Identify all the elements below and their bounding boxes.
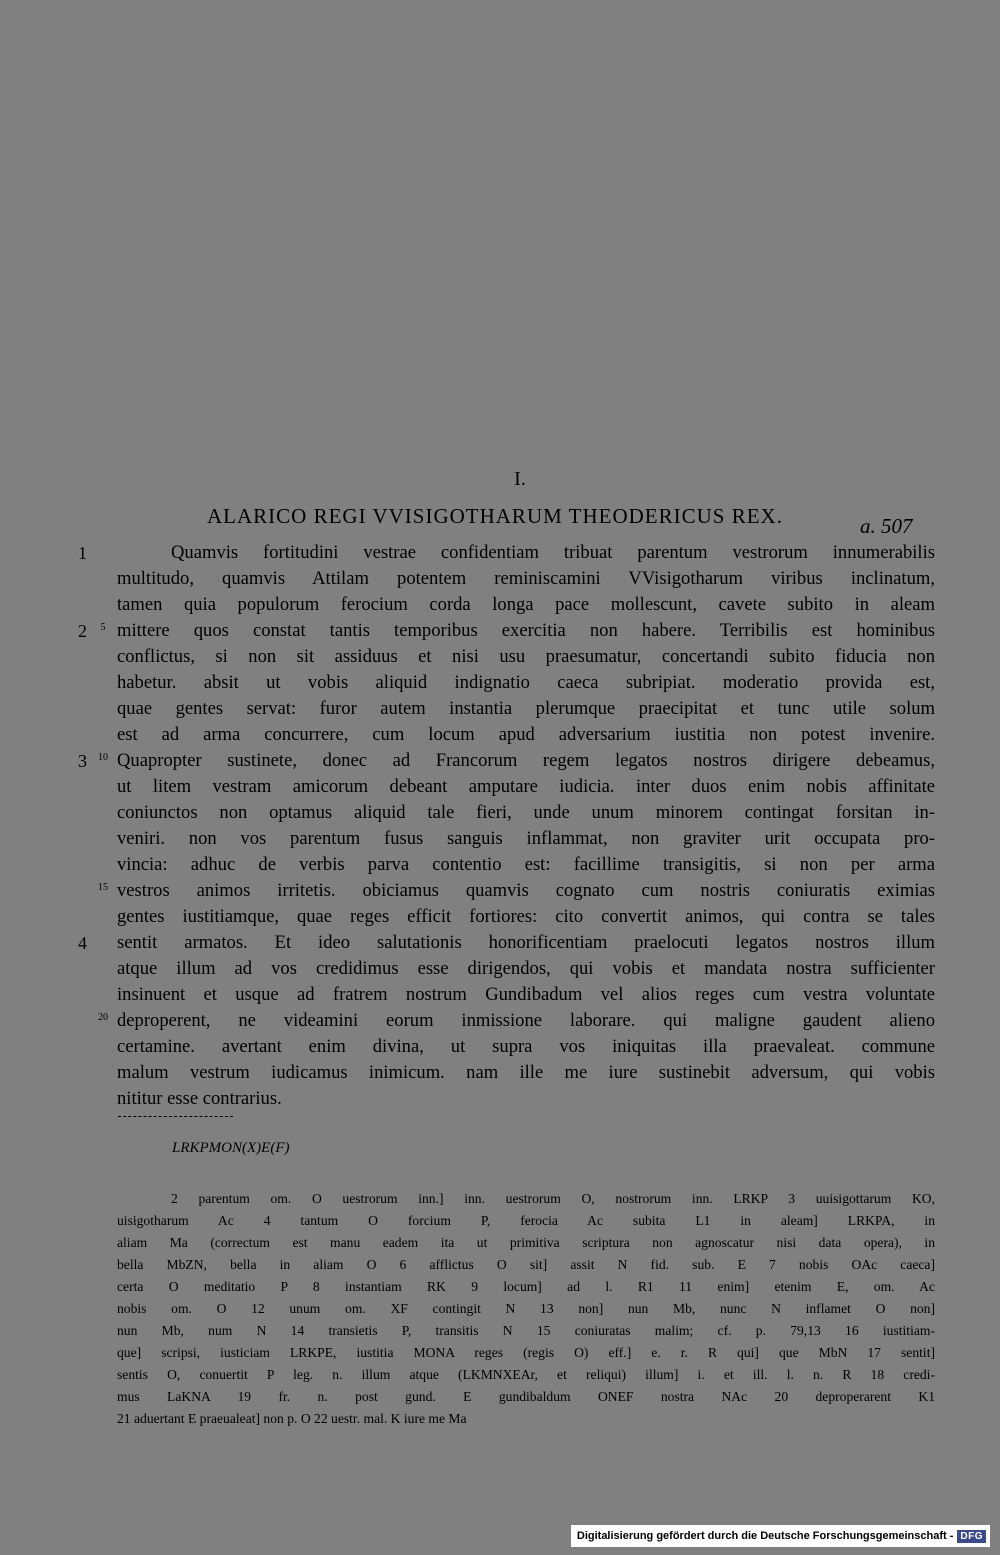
apparatus-line: sentis O, conuertit P leg. n. illum atque (LKMNXEAr, et reliqui) illum] i. et ill. l. n. R 18 credi- — [117, 1367, 935, 1382]
text-line: coniunctos non optamus aliquid tale fieri, unde unum minorem contingat forsitan in- — [117, 802, 935, 823]
apparatus-line: 2 parentum om. O uestrorum inn.] inn. uestrorum O, nostrorum inn. LRKP 3 uuisigottarum KO, — [171, 1191, 935, 1206]
text-line: est ad arma concurrere, cum locum apud adversarium iustitia non potest invenire. — [117, 724, 935, 745]
text-line: atque illum ad vos credidimus esse dirigendos, qui vobis et mandata nostra sufficienter — [117, 958, 935, 979]
line-number: 5 — [100, 622, 106, 633]
funding-notice — [571, 1525, 990, 1547]
apparatus-line: mus LaKNA 19 fr. n. post gund. E gundibaldum ONEF nostra NAc 20 deproperarent K1 — [117, 1389, 935, 1404]
letter-date: a. 507 — [860, 514, 913, 538]
text-line: quae gentes servat: furor autem instantia plerumque praecipitat et tunc utile solum — [117, 698, 935, 719]
text-line: vestros animos irritetis. obiciamus quamvis cognato cum nostris coniuratis eximias — [117, 880, 935, 901]
text-line: insinuent et usque ad fratrem nostrum Gundibadum vel alios reges cum vestra voluntate — [117, 984, 935, 1005]
apparatus-line: que] scripsi, iusticiam LRKPE, iustitia MONA reges (regis O) eff.] e. r. R qui] que MbN 17 sentit] — [117, 1345, 935, 1360]
text-line: malum vestrum iudicamus inimicum. nam ille me iure sustinebit adversum, qui vobis — [117, 1062, 935, 1083]
footnote-divider — [118, 1116, 233, 1117]
apparatus-line: nobis om. O 12 unum om. XF contingit N 13 non] nun Mb, nunc N inflamet O non] — [117, 1301, 935, 1316]
text-line: multitudo, quamvis Attilam potentem reminiscamini VVisigotharum viribus inclinatum, — [117, 568, 935, 589]
text-line: Quamvis fortitudini vestrae confidentiam tribuat parentum vestrorum innumerabilis — [171, 542, 935, 563]
section-number: 3 — [78, 751, 87, 771]
letter-heading: ALARICO REGI VVISIGOTHARUM THEODERICUS REX. — [207, 504, 783, 528]
line-number: 15 — [98, 882, 108, 893]
apparatus-line: uisigotharum Ac 4 tantum O forcium P, ferocia Ac subita L1 in aleam] LRKPA, in — [117, 1213, 935, 1228]
manuscript-sigla: LRKPMON(X)E(F) — [172, 1140, 290, 1156]
text-line: veniri. non vos parentum fusus sanguis inflammat, non graviter urit occupata pro- — [117, 828, 935, 849]
letter-number: I. — [514, 468, 526, 490]
apparatus-line: certa O meditatio P 8 instantiam RK 9 locum] ad l. R1 11 enim] etenim E, om. Ac — [117, 1279, 935, 1294]
text-line: mittere quos constat tantis temporibus exercitia non habere. Terribilis est hominibus — [117, 620, 935, 641]
section-number: 4 — [78, 933, 87, 953]
apparatus-line: 21 aduertant E praeualeat] non p. O 22 uestr. mal. K iure me Ma — [117, 1411, 467, 1426]
apparatus-line: aliam Ma (correctum est manu eadem ita ut primitiva scriptura non agnoscatur nisi data opera), in — [117, 1235, 935, 1250]
section-number: 1 — [78, 543, 87, 563]
line-number: 20 — [98, 1012, 108, 1023]
text-line: nititur esse contrarius. — [117, 1088, 282, 1109]
text-line: gentes iustitiamque, quae reges efficit fortiores: cito convertit animos, qui contra se tales — [117, 906, 935, 927]
text-line: Quapropter sustinete, donec ad Francorum regem legatos nostros dirigere debeamus, — [117, 750, 935, 771]
section-number: 2 — [78, 621, 87, 641]
text-line: certamine. avertant enim divina, ut supra vos iniquitas illa praevaleat. commune — [117, 1036, 935, 1057]
text-line: tamen quia populorum ferocium corda longa pace mollescunt, cavete subito in aleam — [117, 594, 935, 615]
line-number: 10 — [98, 752, 108, 763]
dfg-logo: DFG — [957, 1530, 986, 1543]
apparatus-line: nun Mb, num N 14 transietis P, transitis N 15 coniuratas malim; cf. p. 79,13 16 iustitiam- — [117, 1323, 935, 1338]
text-line: deproperent, ne videamini eorum inmissione laborare. qui maligne gaudent alieno — [117, 1010, 935, 1031]
apparatus-line: bella MbZN, bella in aliam O 6 afflictus O sit] assit N fid. sub. E 7 nobis OAc caeca] — [117, 1257, 935, 1272]
text-line: ut litem vestram amicorum debeant amputare iudicia. inter duos enim nobis affinitate — [117, 776, 935, 797]
text-line: habetur. absit ut vobis aliquid indignatio caeca subripiat. moderatio provida est, — [117, 672, 935, 693]
text-line: conflictus, si non sit assiduus et nisi usu praesumatur, concertandi subito fiducia non — [117, 646, 935, 667]
funding-notice-text: Digitalisierung gefördert durch die Deutsche Forschungsgemeinschaft - — [576, 1530, 954, 1542]
text-line: vincia: adhuc de verbis parva contentio est: facillime transigitis, si non per arma — [117, 854, 935, 875]
text-line: sentit armatos. Et ideo salutationis honorificentiam praelocuti legatos nostros illum — [117, 932, 935, 953]
